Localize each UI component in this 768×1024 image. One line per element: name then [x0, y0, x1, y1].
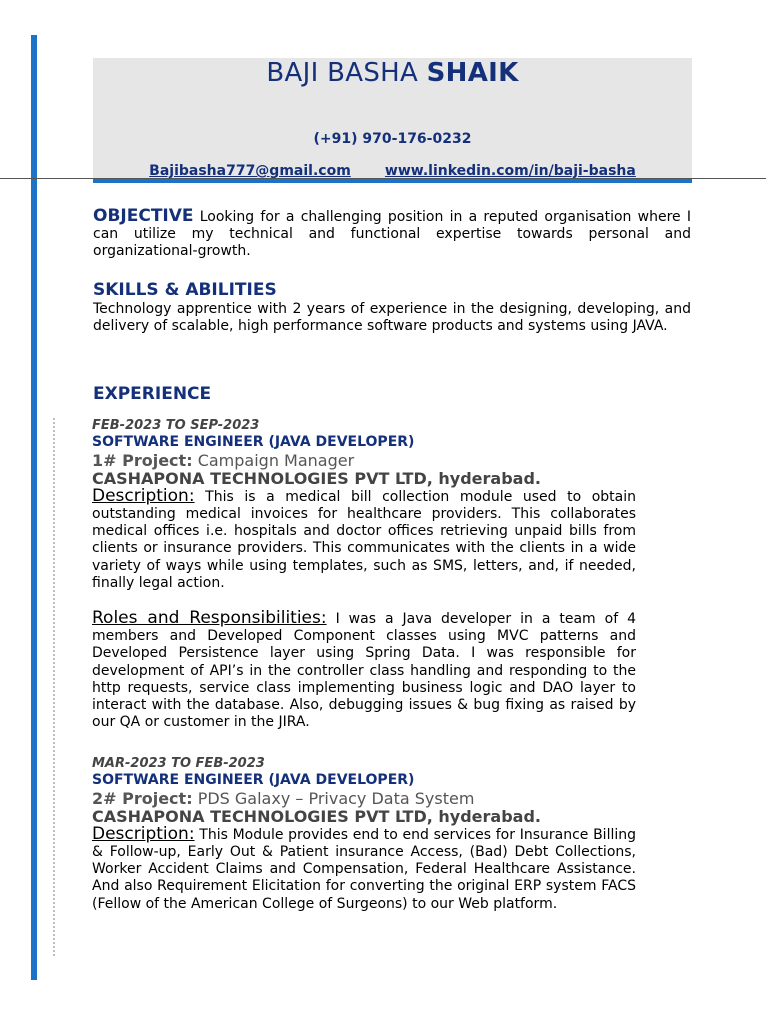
name-last: SHAIK — [426, 58, 519, 88]
job-role: SOFTWARE ENGINEER (JAVA DEVELOPER) — [92, 434, 415, 451]
project-name: Campaign Manager — [197, 451, 355, 471]
objective-heading: OBJECTIVE — [93, 206, 194, 226]
job-project — [92, 452, 636, 469]
job-dates: FEB-2023 TO SEP-2023 — [92, 418, 260, 433]
job-description — [92, 485, 637, 592]
job-entry-1 — [92, 417, 636, 731]
candidate-name — [93, 58, 692, 88]
project-name: PDS Galaxy – Privacy Data System — [197, 789, 475, 809]
skills-heading-wrap — [93, 282, 691, 300]
description-text: This Module provides end to end services for Insurance Billing & Follow-up, Early Out & Patient insurance Access, (Bad) Debt Collections, Worker Accident Claims and Compensation, Federal Healthcare Assistance. And also Requirement Elicitation for converting the original ERP system FACS (Fellow of the American College of Surgeons) to our Web platform. — [92, 826, 636, 912]
responsibilities-text: I was a Java developer in a team of 4 members and Developed Component classes using MVC patterns and Developed Persistence layer using Spring Data. I was responsible for development of API’s in the controller class handling and responding to the http requests, service class implementing business logic and DAO layer to interact with the database. Also, debugging issues & bug fixing as raised by our QA or customer in the JIRA. — [92, 611, 636, 731]
description-text: This is a medical bill collection module used to obtain outstanding medical invoices for healthcare providers. This collaborates medical offices i.e. hospitals and doctor offices retrieving unpaid bills from clients or insurance providers. This communicates with the clients in a wide variety of ways while using templates, such as SMS, letters, and, if needed, finally legal action. — [92, 488, 637, 591]
objective-text: Looking for a challenging position in a reputed organisation where I can utilize my technical and functional expertise towards personal and organizational-growth. — [93, 209, 691, 260]
name-first: BAJI BASHA — [266, 58, 427, 88]
description-label: Description: — [92, 823, 195, 844]
job-project — [92, 790, 636, 807]
job-company: CASHAPONA TECHNOLOGIES PVT LTD, hyderabad. — [92, 468, 541, 488]
project-label: 2# Project: — [92, 789, 193, 809]
email-link[interactable]: Bajibasha777@gmail.com — [149, 163, 351, 179]
phone-number: (+91) 970-176-0232 — [313, 131, 472, 147]
linkedin-link[interactable]: www.linkedin.com/in/baji-basha — [384, 163, 636, 179]
job-entry-2 — [92, 755, 636, 913]
experience-heading: EXPERIENCE — [93, 384, 212, 404]
job-responsibilities — [92, 610, 636, 731]
job-company: CASHAPONA TECHNOLOGIES PVT LTD, hyderabad. — [92, 806, 541, 826]
header-accent-rule — [93, 179, 692, 183]
job-role: SOFTWARE ENGINEER (JAVA DEVELOPER) — [92, 772, 415, 789]
description-label: Description: — [92, 485, 195, 506]
experience-heading-wrap — [93, 386, 691, 404]
contact-links — [93, 163, 692, 179]
objective-section — [93, 208, 691, 261]
job-dates: MAR-2023 TO FEB-2023 — [92, 756, 265, 771]
responsibilities-label: Roles and Responsibilities: — [92, 608, 327, 629]
project-label: 1# Project: — [92, 451, 193, 471]
skills-text: Technology apprentice with 2 years of experience in the designing, developing, and delivery of scalable, high performance software products and systems using JAVA. — [93, 301, 691, 335]
left-accent-bar — [31, 35, 37, 980]
skills-heading: SKILLS & ABILITIES — [93, 280, 277, 300]
experience-timeline-rule — [53, 418, 55, 956]
job-description — [92, 823, 636, 913]
